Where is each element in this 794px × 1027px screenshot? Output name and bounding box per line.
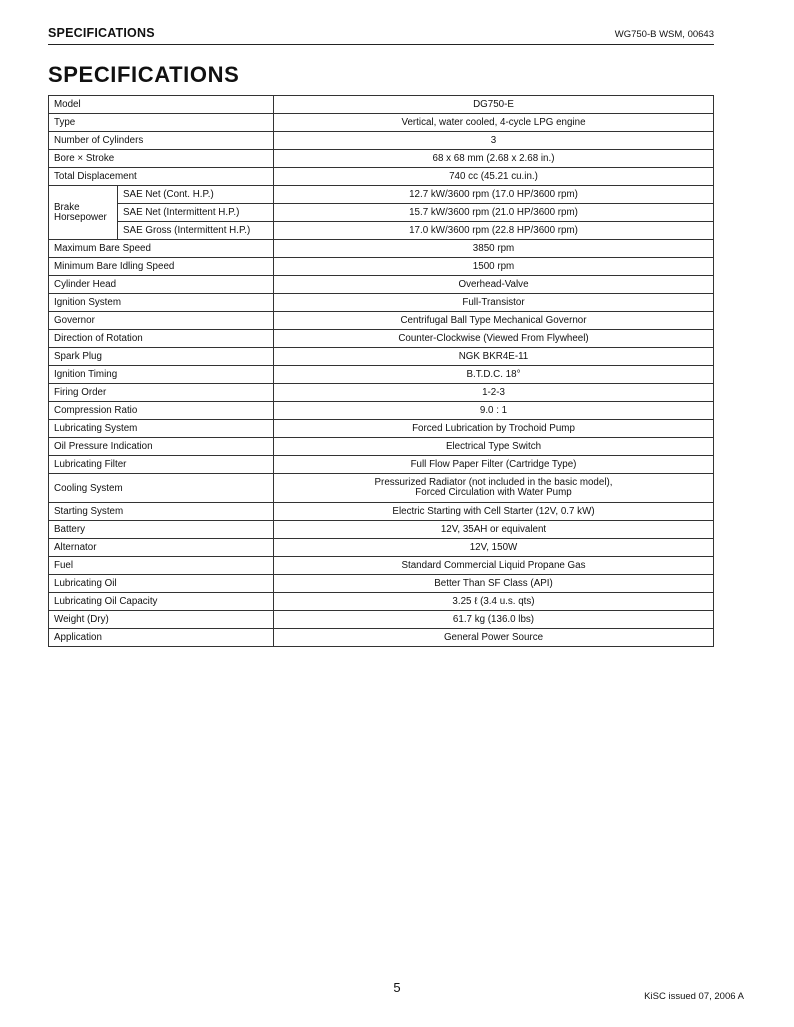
- spec-label: Lubricating System: [49, 420, 274, 438]
- table-row: [49, 132, 714, 150]
- table-row: [49, 366, 714, 384]
- spec-label: Ignition System: [49, 294, 274, 312]
- spec-value: Electric Starting with Cell Starter (12V, 0.7 kW): [274, 503, 714, 521]
- spec-label: Direction of Rotation: [49, 330, 274, 348]
- spec-label: Battery: [49, 521, 274, 539]
- table-row: [49, 348, 714, 366]
- spec-label: Lubricating Oil: [49, 575, 274, 593]
- brake-horsepower-label-line2: Horsepower: [54, 211, 107, 223]
- table-row: [49, 222, 714, 240]
- spec-label: Application: [49, 629, 274, 647]
- table-row: [49, 240, 714, 258]
- header-doc-code: WG750-B WSM, 00643: [614, 29, 714, 40]
- spec-value: Standard Commercial Liquid Propane Gas: [274, 557, 714, 575]
- spec-value: 740 cc (45.21 cu.in.): [274, 168, 714, 186]
- spec-label: Bore × Stroke: [49, 150, 274, 168]
- table-row: [49, 629, 714, 647]
- table-row: [49, 611, 714, 629]
- cooling-value-line1: Pressurized Radiator (not included in the basic model),: [374, 477, 613, 488]
- spec-label: Spark Plug: [49, 348, 274, 366]
- spec-label: Cooling System: [49, 474, 274, 503]
- table-row: [49, 402, 714, 420]
- spec-value: 17.0 kW/3600 rpm (22.8 HP/3600 rpm): [274, 222, 714, 240]
- spec-label: Fuel: [49, 557, 274, 575]
- spec-label: Minimum Bare Idling Speed: [49, 258, 274, 276]
- table-row: [49, 204, 714, 222]
- spec-label: Starting System: [49, 503, 274, 521]
- spec-label: Model: [49, 96, 274, 114]
- table-row: [49, 503, 714, 521]
- table-row: [49, 521, 714, 539]
- spec-value: General Power Source: [274, 629, 714, 647]
- spec-value: Electrical Type Switch: [274, 438, 714, 456]
- spec-label: Total Displacement: [49, 168, 274, 186]
- spec-label: Oil Pressure Indication: [49, 438, 274, 456]
- spec-label: Compression Ratio: [49, 402, 274, 420]
- spec-value: DG750-E: [274, 96, 714, 114]
- table-row: [49, 186, 714, 204]
- table-row: [49, 150, 714, 168]
- spec-value: 12V, 150W: [274, 539, 714, 557]
- table-row: [49, 575, 714, 593]
- brake-horsepower-label: [49, 186, 118, 240]
- spec-value: Counter-Clockwise (Viewed From Flywheel): [274, 330, 714, 348]
- spec-label: Cylinder Head: [49, 276, 274, 294]
- spec-value: [274, 474, 714, 503]
- page-number: 5: [393, 980, 401, 995]
- spec-label: Alternator: [49, 539, 274, 557]
- spec-value: NGK BKR4E-11: [274, 348, 714, 366]
- table-row: [49, 114, 714, 132]
- spec-label: Maximum Bare Speed: [49, 240, 274, 258]
- spec-value: 3: [274, 132, 714, 150]
- table-row: [49, 539, 714, 557]
- spec-value: B.T.D.C. 18°: [274, 366, 714, 384]
- spec-label: Number of Cylinders: [49, 132, 274, 150]
- table-row: [49, 420, 714, 438]
- spec-value: 15.7 kW/3600 rpm (21.0 HP/3600 rpm): [274, 204, 714, 222]
- spec-value: 61.7 kg (136.0 lbs): [274, 611, 714, 629]
- spec-label: Type: [49, 114, 274, 132]
- page-header: [48, 26, 714, 45]
- spec-value: Overhead-Valve: [274, 276, 714, 294]
- spec-label: Firing Order: [49, 384, 274, 402]
- table-row: [49, 294, 714, 312]
- issue-note: KiSC issued 07, 2006 A: [644, 991, 744, 1002]
- table-row: [49, 96, 714, 114]
- spec-sublabel: SAE Net (Cont. H.P.): [118, 186, 274, 204]
- table-row: [49, 276, 714, 294]
- brake-horsepower-label-line1: Brake: [54, 201, 80, 213]
- table-row: [49, 258, 714, 276]
- table-row: [49, 557, 714, 575]
- spec-value: 3.25 ℓ (3.4 u.s. qts): [274, 593, 714, 611]
- spec-value: 1500 rpm: [274, 258, 714, 276]
- cooling-value-line2: Forced Circulation with Water Pump: [415, 487, 572, 498]
- spec-label: Ignition Timing: [49, 366, 274, 384]
- table-row: [49, 168, 714, 186]
- spec-value: Full Flow Paper Filter (Cartridge Type): [274, 456, 714, 474]
- spec-label: Lubricating Filter: [49, 456, 274, 474]
- spec-sublabel: SAE Gross (Intermittent H.P.): [118, 222, 274, 240]
- spec-label: Lubricating Oil Capacity: [49, 593, 274, 611]
- spec-sublabel: SAE Net (Intermittent H.P.): [118, 204, 274, 222]
- table-row: [49, 330, 714, 348]
- spec-label: Governor: [49, 312, 274, 330]
- table-row: [49, 474, 714, 503]
- table-row: [49, 438, 714, 456]
- table-row: [49, 456, 714, 474]
- table-row: [49, 384, 714, 402]
- header-section-title: SPECIFICATIONS: [48, 26, 155, 40]
- spec-value: Centrifugal Ball Type Mechanical Governor: [274, 312, 714, 330]
- page-title: SPECIFICATIONS: [48, 62, 240, 87]
- specifications-table: [48, 95, 714, 647]
- spec-value: Full-Transistor: [274, 294, 714, 312]
- table-row: [49, 312, 714, 330]
- table-row: [49, 593, 714, 611]
- spec-value: Forced Lubrication by Trochoid Pump: [274, 420, 714, 438]
- spec-value: 1-2-3: [274, 384, 714, 402]
- spec-label: Weight (Dry): [49, 611, 274, 629]
- spec-value: 12V, 35AH or equivalent: [274, 521, 714, 539]
- spec-value: 12.7 kW/3600 rpm (17.0 HP/3600 rpm): [274, 186, 714, 204]
- spec-value: 3850 rpm: [274, 240, 714, 258]
- spec-value: 9.0 : 1: [274, 402, 714, 420]
- spec-value: Better Than SF Class (API): [274, 575, 714, 593]
- spec-value: 68 x 68 mm (2.68 x 2.68 in.): [274, 150, 714, 168]
- spec-value: Vertical, water cooled, 4-cycle LPG engine: [274, 114, 714, 132]
